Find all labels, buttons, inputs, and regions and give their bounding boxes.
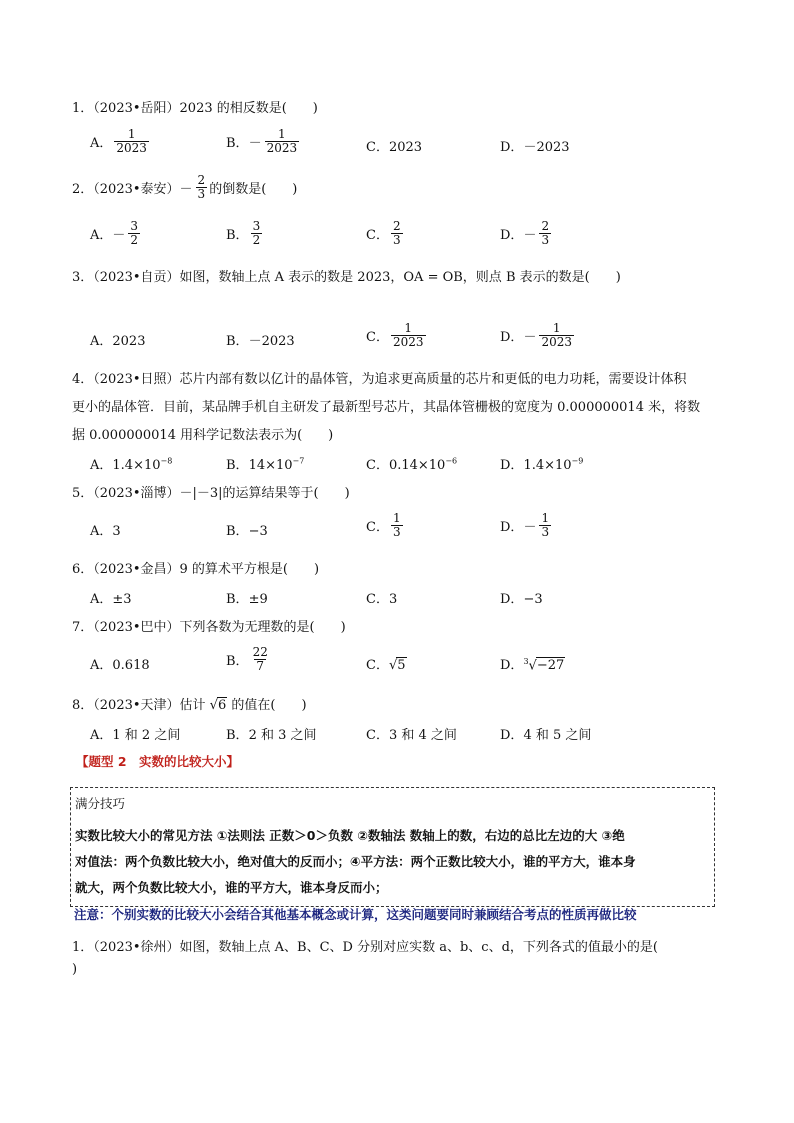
tips-line-3: 就大，两个负数比较大小，谁的平方大，谁本身反而小； bbox=[75, 880, 388, 895]
cube-root-symbol: $^3$√−27 bbox=[523, 656, 565, 673]
q6-option-d[interactable]: D．−3 bbox=[500, 592, 543, 607]
question-1-stem: 1．（2023•岳阳）2023 的相反数是( ) bbox=[72, 101, 318, 116]
fraction: $\frac{1}{2023}$ bbox=[116, 127, 147, 155]
q8-option-a[interactable]: A．1 和 2 之间 bbox=[90, 728, 181, 743]
sqrt-symbol: √6 bbox=[209, 698, 227, 713]
tips-title: 满分技巧 bbox=[75, 796, 126, 811]
q8-option-d[interactable]: D．4 和 5 之间 bbox=[500, 728, 592, 743]
q2-option-d[interactable]: D． － $\frac{2}{3}$ bbox=[500, 219, 550, 247]
question-4-stem-line1: 4．（2023•日照）芯片内部有数以亿计的晶体管，为追求更高质量的芯片和更低的电力功耗，需要设计体积 bbox=[72, 372, 687, 387]
q1-option-b[interactable] bbox=[226, 128, 301, 154]
q7-option-d[interactable]: D．$^3$√−27 bbox=[500, 656, 565, 673]
q3-option-b[interactable]: B．－2023 bbox=[226, 334, 295, 349]
q5-option-a[interactable]: A．3 bbox=[90, 524, 121, 539]
question-8-stem: 8．（2023•天津）估计 √6 的值在( ) bbox=[72, 698, 307, 713]
fraction: $\frac{1}{2023}$ bbox=[266, 127, 298, 155]
option-label: B． bbox=[226, 135, 249, 151]
fraction: $\frac{2}{3}$ bbox=[392, 219, 401, 247]
q6-option-a[interactable]: A．±3 bbox=[90, 592, 132, 607]
question-5-stem: 5．（2023•淄博）－|－3|的运算结果等于( ) bbox=[72, 486, 350, 501]
question-7-stem: 7．（2023•巴中）下列各数为无理数的是( ) bbox=[72, 620, 346, 635]
fraction: $\frac{1}{3}$ bbox=[541, 511, 550, 539]
fraction: $\frac{3}{2}$ bbox=[252, 219, 261, 247]
tips-note: 注意：个别实数的比较大小会结合其他基本概念或计算，这类问题要同时兼顾结合考点的性质再做比较 bbox=[74, 907, 637, 922]
next-question-line1: 1．（2023•徐州）如图，数轴上点 A、B、C、D 分别对应实数 a、b、c、d，下列各式的值最小的是( bbox=[72, 940, 658, 955]
q4-option-d[interactable]: D．$1.4\times 10^{-9}$ bbox=[500, 456, 584, 473]
question-4-stem-line3: 据 0.000000014 用科学记数法表示为( ) bbox=[72, 428, 334, 443]
q5-option-b[interactable]: B．−3 bbox=[226, 524, 268, 539]
tips-box bbox=[70, 787, 715, 907]
q3-option-a[interactable]: A．2023 bbox=[90, 334, 146, 349]
q3-option-d[interactable]: D． － $\frac{1}{2023}$ bbox=[500, 321, 572, 349]
section-title: 【题型 2 实数的比较大小】 bbox=[76, 754, 240, 769]
tips-line-1: 实数比较大小的常见方法 ①法则法 正数＞0＞负数 ②数轴法 数轴上的数，右边的总比左边的大 ③绝 bbox=[75, 828, 625, 843]
q4-option-b[interactable]: B．$14\times 10^{-7}$ bbox=[226, 456, 305, 473]
fraction: $\frac{2}{3}$ bbox=[197, 173, 206, 201]
q4-option-c[interactable]: C．$0.14\times 10^{-6}$ bbox=[366, 456, 458, 473]
question-4-stem-line2: 更小的晶体管．目前，某品牌手机自主研发了最新型号芯片，其晶体管栅极的宽度为 0.000000014 米，将数 bbox=[72, 400, 701, 415]
q5-option-d[interactable]: D． － $\frac{1}{3}$ bbox=[500, 511, 550, 539]
q7-option-b[interactable]: B． $\frac{22}{7}$ bbox=[226, 645, 268, 673]
fraction: $\frac{1}{2023}$ bbox=[392, 321, 424, 349]
q5-option-c[interactable]: C． $\frac{1}{3}$ bbox=[366, 511, 401, 539]
q6-option-b[interactable]: B．±9 bbox=[226, 592, 268, 607]
q8-option-b[interactable]: B．2 和 3 之间 bbox=[226, 728, 317, 743]
q2-option-c[interactable]: C． $\frac{2}{3}$ bbox=[366, 219, 401, 247]
option-label: A． bbox=[90, 135, 113, 151]
sqrt-symbol: √5 bbox=[388, 658, 406, 673]
question-2-stem: 2．（2023•泰安） － $\frac{2}{3}$ 的倒数是( ) bbox=[72, 173, 298, 201]
q4-option-a[interactable]: A．$1.4\times 10^{-8}$ bbox=[90, 456, 173, 473]
q2-option-b[interactable]: B． $\frac{3}{2}$ bbox=[226, 219, 261, 247]
minus-sign: － bbox=[248, 135, 262, 151]
tips-line-2: 对值法：两个负数比较大小，绝对值大的反而小；④平方法：两个正数比较大小，谁的平方大，谁本身 bbox=[75, 854, 636, 869]
q7-option-a[interactable]: A．0.618 bbox=[90, 658, 150, 673]
fraction: $\frac{2}{3}$ bbox=[541, 219, 550, 247]
q8-option-c[interactable]: C．3 和 4 之间 bbox=[366, 728, 457, 743]
fraction: $\frac{1}{3}$ bbox=[392, 511, 401, 539]
fraction: $\frac{22}{7}$ bbox=[252, 645, 268, 673]
q1-option-a[interactable] bbox=[90, 128, 151, 154]
next-question-line2: ) bbox=[72, 962, 78, 977]
q1-option-d[interactable]: D．－2023 bbox=[500, 140, 570, 155]
question-3-stem: 3．（2023•自贡）如图，数轴上点 A 表示的数是 2023，OA = OB，则点 B 表示的数是( ) bbox=[72, 270, 621, 285]
question-6-stem: 6．（2023•金昌）9 的算术平方根是( ) bbox=[72, 562, 320, 577]
q3-option-c[interactable]: C． $\frac{1}{2023}$ bbox=[366, 321, 424, 349]
q2-option-a[interactable]: A． － $\frac{3}{2}$ bbox=[90, 219, 139, 247]
q1-option-c[interactable]: C．2023 bbox=[366, 140, 423, 155]
fraction: $\frac{3}{2}$ bbox=[130, 219, 139, 247]
q7-option-c[interactable]: C．√5 bbox=[366, 658, 406, 673]
fraction: $\frac{1}{2023}$ bbox=[541, 321, 572, 349]
q6-option-c[interactable]: C．3 bbox=[366, 592, 398, 607]
